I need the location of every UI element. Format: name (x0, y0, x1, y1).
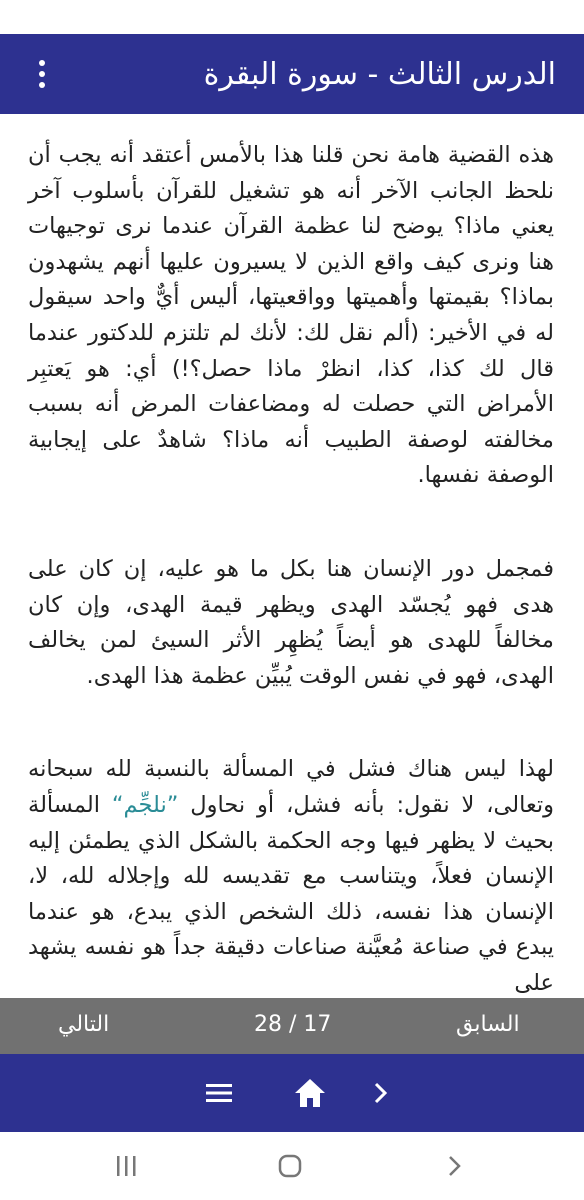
home-icon[interactable] (286, 1069, 334, 1117)
system-nav (0, 1132, 584, 1200)
paragraph-text-end: المسألة بحيث لا يظهر فيها وجه الحكمة بالشكل الذي يطمئن إليه الإنسان فعلاً، ويتناسب مع تقديسه لله وإجلاله لله، لا، الإنسان هذا نفسه، ذلك الشخص الذي يبدع، هو عندما يبدع في صناعة مُعيَّنة صناعات دقيقة جداً هو نفسه يشهد على (28, 791, 554, 996)
recents-icon[interactable] (104, 1144, 148, 1188)
more-vert-icon[interactable] (24, 44, 60, 104)
chevron-right-icon[interactable] (356, 1069, 404, 1117)
bottom-nav (0, 1054, 584, 1132)
page-title: الدرس الثالث - سورة البقرة (203, 56, 556, 92)
pager-bar (0, 998, 584, 1054)
lesson-content[interactable] (0, 114, 584, 1030)
highlighted-term: ”نلجِّم“ (111, 791, 179, 818)
status-bar (0, 0, 584, 34)
app-bar (0, 34, 584, 114)
menu-icon[interactable] (195, 1069, 243, 1117)
home-circle-icon[interactable] (268, 1144, 312, 1188)
paragraph-text-start: لهذا ليس هناك فشل في المسألة بالنسبة لله سبحانه وتعالى، لا نقول: بأنه فشل، أو نحاول (28, 756, 554, 818)
back-chevron-icon[interactable] (432, 1144, 476, 1188)
previous-page-button[interactable]: السابق (456, 1012, 520, 1037)
paragraph: فمجمل دور الإنسان هنا بكل ما هو عليه، إن كان على هدى فهو يُجسّد الهدى ويظهر قيمة الهدى، وإن كان مخالفاً للهدى هو أيضاً يُظهِر الأثر السيئ لمن يخالف الهدى، فهو في نفس الوقت يُبيِّن عظمة هذا الهدى. (28, 555, 554, 689)
paragraph: هذه القضية هامة نحن قلنا هذا بالأمس أعتقد أنه يجب أن نلحظ الجانب الآخر أنه هو تشغيل للقرآن بأسلوب آخر يعني ماذا؟ يوضح لنا عظمة القرآن عندما نرى توجيهات هنا ونرى كيف واقع الذين لا يسيرون عليها أنهم يشهدون بماذا؟ بقيمتها وأهميتها وواقعيتها، أليس أيٌّ واحد سيقول له في الأخير: (ألم نقل لك: لأنك لم تلتزم للدكتور عندما قال لك كذا، كذا، انظرْ ماذا حصل؟!) أي: هو يَعتبِر الأمراض التي حصلت له ومضاعفات المرض أنه بسبب مخالفته لوصفة الطبيب أنه ماذا؟ شاهدٌ على إيجابية الوصفة نفسها. (28, 142, 554, 489)
paragraph (28, 752, 554, 1001)
next-page-button[interactable]: التالي (58, 1012, 110, 1037)
page-counter: 28 / 17 (254, 1012, 332, 1037)
